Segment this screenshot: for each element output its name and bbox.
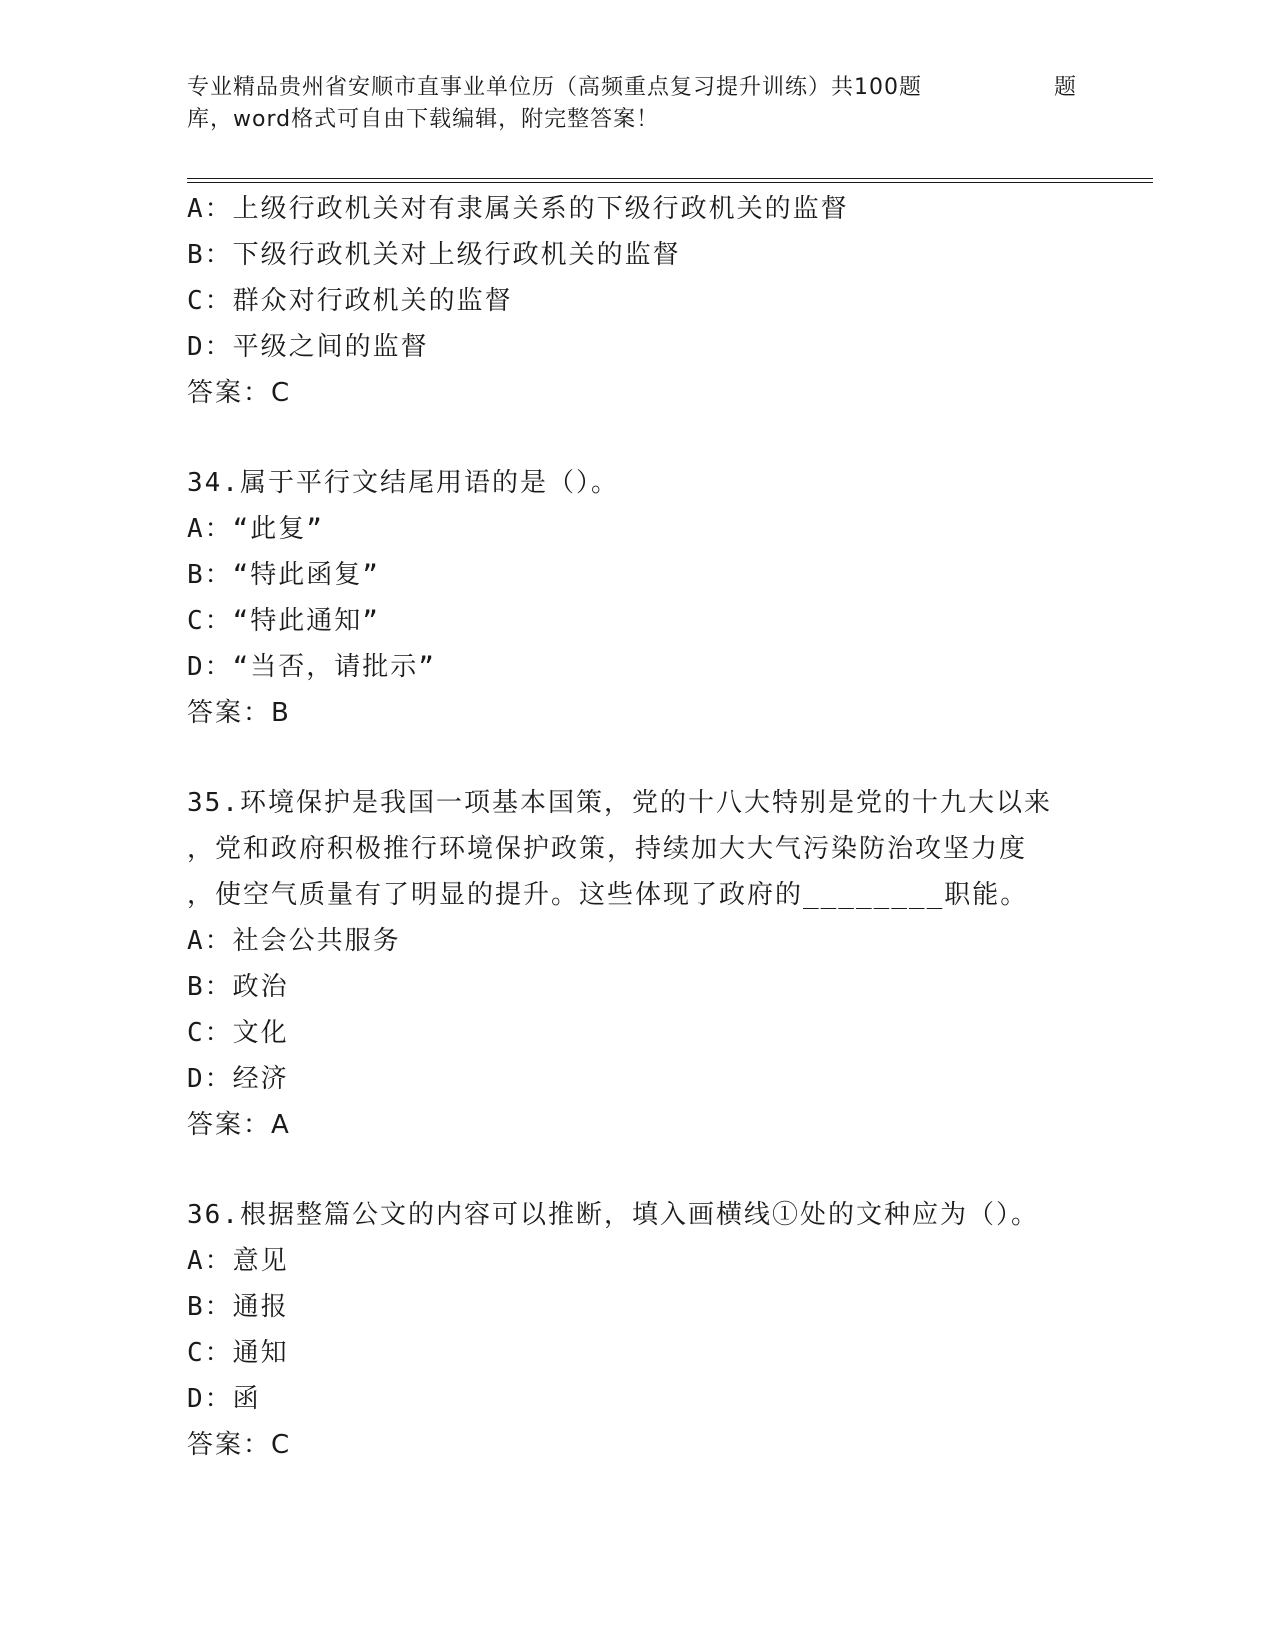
answer-line: 答案：A (187, 1110, 291, 1140)
option-d: D：“当否，请批示” (187, 652, 436, 682)
header-title-tail: 题 (1054, 75, 1078, 100)
option-c: C：通知 (187, 1338, 289, 1368)
option-c: C：群众对行政机关的监督 (187, 286, 513, 316)
option-d: D：经济 (187, 1064, 289, 1094)
option-a: A：上级行政机关对有隶属关系的下级行政机关的监督 (187, 194, 849, 224)
header-divider-bottom (187, 182, 1153, 183)
header-line-1 (187, 72, 1087, 104)
option-a: A：社会公共服务 (187, 926, 401, 956)
option-a: A：意见 (187, 1246, 289, 1276)
spacer (187, 416, 1147, 460)
question-35 (187, 780, 1147, 1148)
option-b: B：政治 (187, 972, 289, 1002)
answer-line: 答案：C (187, 378, 292, 408)
header-divider-top (187, 178, 1153, 179)
question-stem: 34.属于平行文结尾用语的是（）。 (187, 468, 619, 498)
answer-line: 答案：C (187, 1430, 292, 1460)
spacer (187, 736, 1147, 780)
option-d: D：平级之间的监督 (187, 332, 429, 362)
answer-line: 答案：B (187, 698, 291, 728)
question-stem-line-3: ，使空气质量有了明显的提升。这些体现了政府的________职能。 (187, 880, 1029, 910)
document-body (187, 186, 1147, 1468)
spacer (187, 1148, 1147, 1192)
option-a: A：“此复” (187, 514, 324, 544)
option-c: C：“特此通知” (187, 606, 380, 636)
option-b: B：通报 (187, 1292, 289, 1322)
option-d: D：函 (187, 1384, 261, 1414)
document-header (187, 72, 1087, 136)
question-stem-line-2: ，党和政府积极推行环境保护政策，持续加大大气污染防治攻坚力度 (187, 834, 1028, 864)
question-36 (187, 1192, 1147, 1468)
option-c: C：文化 (187, 1018, 289, 1048)
question-stem-line-1: 35.环境保护是我国一项基本国策，党的十八大特别是党的十九大以来 (187, 788, 1052, 818)
question-33 (187, 186, 1147, 416)
header-line-2: 库，word格式可自由下载编辑，附完整答案！ (187, 107, 660, 132)
question-34 (187, 460, 1147, 736)
option-b: B：下级行政机关对上级行政机关的监督 (187, 240, 681, 270)
option-b: B：“特此函复” (187, 560, 380, 590)
question-stem: 36.根据整篇公文的内容可以推断，填入画横线①处的文种应为（）。 (187, 1200, 1039, 1230)
header-title: 专业精品贵州省安顺市直事业单位历（高频重点复习提升训练）共100题 (187, 75, 922, 100)
